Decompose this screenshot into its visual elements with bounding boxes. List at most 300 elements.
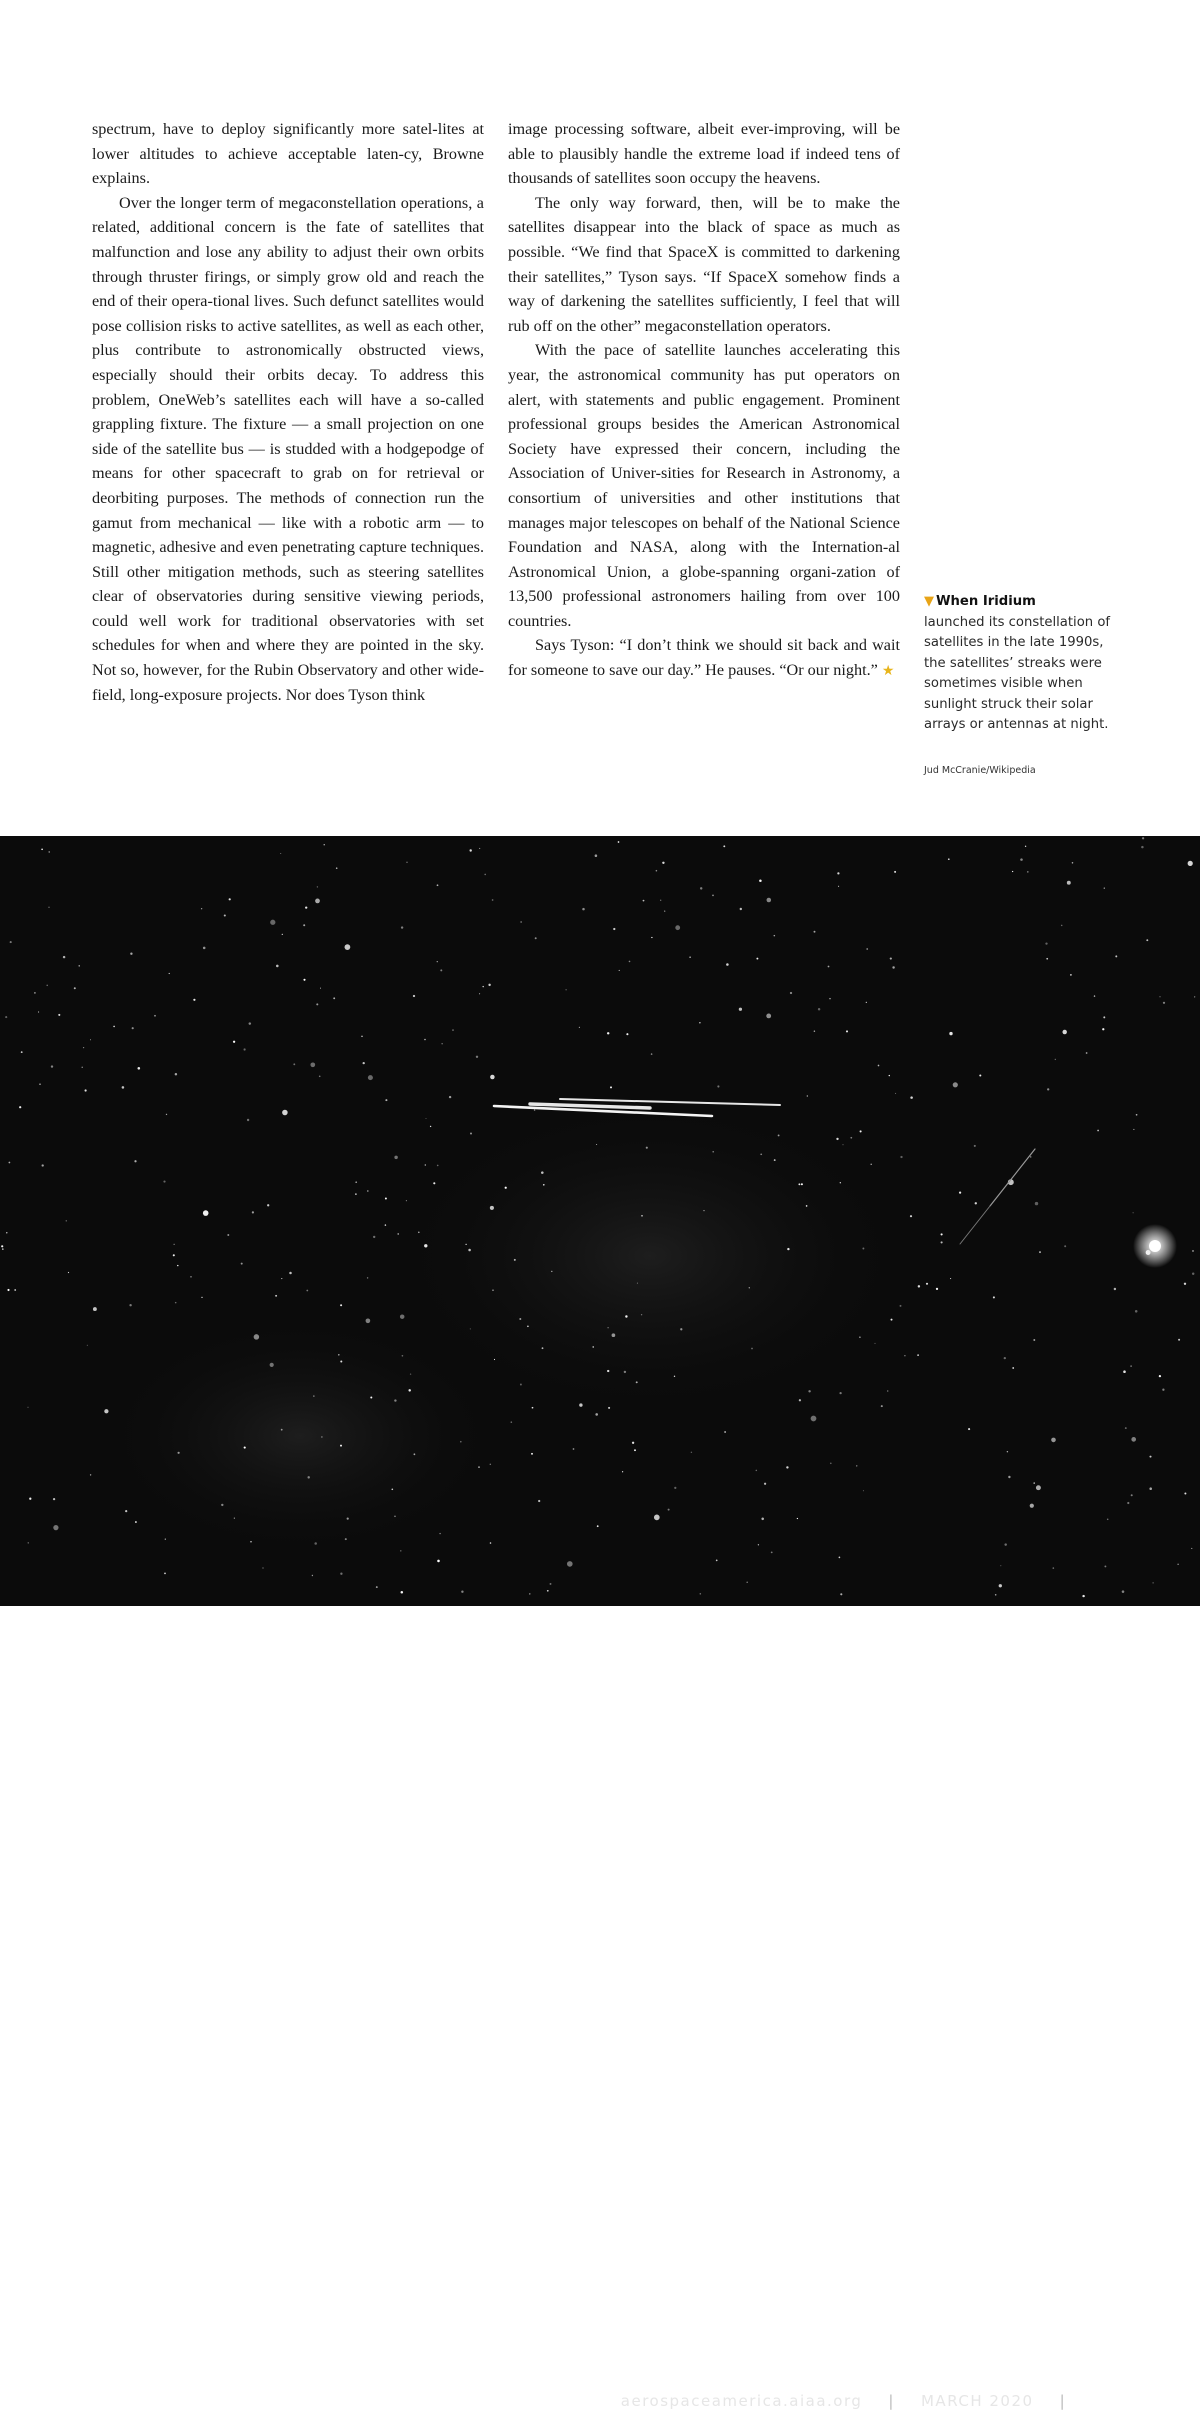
star-dot (1122, 1590, 1125, 1593)
star-dot (839, 1557, 841, 1559)
star-dot (90, 1039, 91, 1040)
star-dot (14, 1289, 16, 1291)
star-dot (227, 1234, 229, 1236)
star-dot (1135, 1310, 1138, 1313)
star-dot (703, 1210, 704, 1211)
star-dot (726, 963, 729, 966)
star-dot (1020, 858, 1023, 861)
star-dot (93, 1307, 97, 1311)
star-dot (535, 937, 537, 939)
star-dot (74, 987, 76, 989)
star-dot (1192, 1250, 1193, 1251)
star-dot (469, 849, 471, 851)
star-dot (689, 956, 691, 958)
star-dot (541, 1171, 544, 1174)
star-dot (490, 1464, 491, 1465)
star-dot (543, 1184, 545, 1186)
star-dot (29, 1498, 31, 1500)
star-dot (437, 961, 438, 962)
star-dot (476, 1056, 478, 1058)
star-dot (505, 1187, 507, 1189)
star-dot (567, 1561, 573, 1567)
star-dot (806, 1205, 808, 1207)
star-dot (174, 1244, 175, 1245)
star-dot (846, 1030, 848, 1032)
star-dot (859, 1336, 861, 1338)
star-dot (894, 871, 896, 873)
star-dot (746, 1581, 748, 1583)
star-dot (347, 1518, 349, 1520)
paragraph-final (508, 633, 900, 683)
star-dot (1141, 846, 1143, 848)
star-dot (313, 1396, 314, 1397)
star-dot (244, 1048, 246, 1050)
star-dot (48, 907, 50, 909)
star-dot (680, 1328, 682, 1330)
star-dot (511, 1421, 513, 1423)
star-dot (1012, 1367, 1014, 1369)
star-dot (7, 1289, 9, 1291)
star-dot (468, 1249, 471, 1252)
star-dot (315, 899, 320, 904)
star-dot (889, 1075, 890, 1076)
star-dot (596, 1144, 597, 1145)
star-dot (801, 1183, 803, 1185)
star-dot (808, 1390, 810, 1392)
star-dot (1177, 1564, 1178, 1565)
star-dot (626, 1033, 628, 1035)
photo-caption (924, 592, 1114, 736)
star-dot (478, 1466, 480, 1468)
star-dot (385, 1099, 387, 1101)
star-dot (612, 1333, 616, 1337)
star-dot (1131, 1494, 1133, 1496)
star-dot (470, 1133, 472, 1135)
star-dot (367, 1277, 368, 1278)
star-dot (68, 1272, 69, 1273)
star-dot (34, 992, 36, 994)
star-dot (830, 1462, 832, 1464)
star-dot (712, 1151, 714, 1153)
star-dot (1131, 1437, 1136, 1442)
star-dot (63, 956, 65, 958)
star-dot (1149, 1456, 1151, 1458)
star-dot (134, 1160, 136, 1162)
star-dot (316, 1003, 318, 1005)
star-dot (1072, 862, 1074, 864)
star-dot (597, 1525, 599, 1527)
star-dot (740, 908, 742, 910)
star-dot (452, 1029, 453, 1030)
star-dot (534, 1109, 535, 1110)
bright-star-core (1149, 1240, 1161, 1252)
star-dot (250, 1541, 251, 1542)
star-dot (936, 1288, 938, 1290)
star-dot (1067, 881, 1071, 885)
star-dot (881, 1405, 883, 1407)
star-dot (840, 1182, 841, 1183)
star-dot (400, 1550, 401, 1551)
star-dot (1033, 1482, 1034, 1483)
star-dot (607, 1032, 609, 1034)
star-dot (675, 925, 680, 930)
star-dot (862, 1248, 864, 1250)
star-dot (890, 958, 892, 960)
star-dot (479, 848, 480, 849)
star-dot (790, 992, 792, 994)
star-dot (551, 1271, 552, 1272)
star-dot (1033, 1339, 1035, 1341)
star-dot (490, 1075, 494, 1079)
star-dot (340, 1360, 342, 1362)
star-dot (520, 1384, 522, 1386)
star-dot (385, 1224, 386, 1225)
star-dot (900, 1305, 902, 1307)
star-dot (579, 1403, 582, 1406)
star-dot (641, 1215, 643, 1217)
footer-issue: MARCH 2020 (920, 2392, 1034, 2410)
star-dot (490, 1542, 492, 1544)
paragraph: With the pace of satellite launches accelerating this year, the astronomical community has put operators on alert, with statements and public engagement. Prominent professional groups besides the American Astronomical Society have expressed their concern, including the Association of Univer-sities for Research in Astronomy, a consortium of universities and other institutions that manages major telescopes on behalf of the National Science Foundation and NASA, along with the Internation-al Astronomical Union, a globe-spanning organi-zation of 13,500 professional astronomers hailing from over 100 countries. (508, 341, 900, 630)
star-dot (270, 1363, 274, 1367)
star-dot (756, 1470, 758, 1472)
paragraph: Over the longer term of megaconstellation operations, a related, additional concern is the fate of satellites that malfunction and lose any ability to adjust their own orbits through thruster firings, or simply grow old and reach the end of their opera-tional lives. Such defunct satellites would pose collision risks to active satellites, as well as each other, plus contribute to astronomically obstructed views, especially should their orbits decay. To address this problem, OneWeb’s satellites each will have a so-called grappling fixture. The fixture — a small projection on one side of the satellite bus — is studded with a hodgepodge of means for other spacecraft to grab on for retrieval or deorbiting purposes. The methods of connection run the gamut from mechanical — like with a robotic arm — to magnetic, adhesive and even penetrating capture techniques. Still other mitigation methods, such as steering satellites clear of observatories during sensitive viewing periods, could well work for traditional observatories with set schedules for when and where they are pointed in the sky. Not so, however, for the Rubin Observatory and other wide-field, long-exposure projects. Nor does Tyson think (92, 193, 484, 704)
star-dot (175, 1073, 177, 1075)
star-dot (363, 1062, 365, 1064)
star-dot (414, 1453, 416, 1455)
star-dot (430, 1126, 431, 1127)
star-dot (461, 1590, 463, 1592)
star-dot (674, 1487, 676, 1489)
star-dot (1142, 837, 1144, 839)
star-dot (1146, 939, 1148, 941)
star-dot (319, 1075, 321, 1077)
star-dot (247, 1119, 249, 1121)
star-dot (203, 1210, 209, 1216)
star-dot (132, 1027, 134, 1029)
star-dot (10, 941, 12, 943)
star-dot (1061, 925, 1063, 927)
star-dot (717, 1085, 719, 1087)
star-dot (406, 862, 407, 863)
star-dot (787, 1248, 789, 1250)
star-dot (1115, 955, 1117, 957)
star-dot (138, 1067, 141, 1070)
star-dot (135, 1521, 137, 1523)
star-dot (6, 1232, 7, 1233)
star-dot (169, 973, 170, 974)
star-dot (449, 1096, 451, 1098)
star-dot (367, 1190, 369, 1192)
footer-site: aerospaceamerica.aiaa.org (620, 2392, 863, 2410)
star-dot (129, 1304, 131, 1306)
star-dot (1162, 1389, 1164, 1391)
star-dot (767, 898, 772, 903)
star-dot (1082, 1595, 1084, 1597)
star-dot (87, 1345, 88, 1346)
star-dot (370, 1396, 372, 1398)
star-dot (303, 979, 305, 981)
star-dot (9, 1162, 11, 1164)
star-dot (355, 1193, 357, 1195)
star-dot (38, 1011, 39, 1012)
star-dot (42, 1164, 44, 1166)
star-dot (764, 1483, 766, 1485)
star-dot (385, 1198, 387, 1200)
star-dot (2, 1248, 4, 1250)
star-dot (201, 1297, 202, 1298)
star-dot (324, 844, 325, 845)
star-dot (104, 1409, 108, 1413)
star-dot (624, 1371, 626, 1373)
star-dot (241, 1263, 243, 1265)
star-dot (440, 969, 442, 971)
star-dot (233, 1041, 235, 1043)
star-dot (538, 1500, 540, 1502)
star-dot (280, 853, 281, 854)
star-dot (1000, 1565, 1001, 1566)
star-dot (1102, 1028, 1104, 1030)
star-dot (636, 1381, 638, 1383)
star-dot (1030, 1156, 1032, 1158)
star-dot (1192, 1273, 1194, 1275)
star-dot (904, 1355, 905, 1356)
star-dot (306, 1290, 308, 1292)
star-dot (573, 1448, 575, 1450)
star-dot (234, 1518, 235, 1519)
star-dot (314, 1542, 317, 1545)
star-dot (482, 986, 483, 987)
star-dot (651, 1053, 653, 1055)
caption-text: launched its constellation of satellites in the late 1990s, the satellites’ streaks were sometimes visible when sunlight struck their solar arrays or antennas at night. (924, 614, 1111, 732)
star-dot (433, 1182, 435, 1184)
star-dot (850, 1137, 852, 1139)
star-dot (1039, 1251, 1041, 1253)
star-dot (418, 1232, 420, 1234)
star-dot (361, 1036, 362, 1037)
star-dot (771, 1551, 773, 1553)
star-dot (336, 867, 338, 869)
star-dot (917, 1354, 919, 1356)
footer-separator: | (1059, 2392, 1067, 2410)
star-dot (397, 1233, 398, 1234)
article-column-right (508, 117, 900, 684)
star-dot (662, 862, 664, 864)
star-dot (1008, 1476, 1010, 1478)
star-dot (406, 1200, 407, 1201)
star-dot (712, 895, 714, 897)
photo-credit: Jud McCranie/Wikipedia (924, 765, 1036, 776)
star-dot (941, 1241, 943, 1243)
star-dot (786, 1466, 788, 1468)
star-dot (46, 985, 47, 986)
star-dot (641, 1314, 642, 1315)
star-dot (1136, 1114, 1138, 1116)
star-dot (39, 1084, 40, 1085)
star-dot (424, 1039, 426, 1041)
star-dot (979, 1074, 981, 1076)
star-dot (164, 1573, 166, 1575)
star-dot (1012, 871, 1013, 872)
star-dot (1064, 1245, 1066, 1247)
star-dot (244, 1447, 246, 1449)
star-dot (1163, 1002, 1165, 1004)
star-dot (366, 1318, 371, 1323)
end-star-icon: ★ (881, 663, 895, 680)
star-dot (312, 1575, 313, 1576)
star-dot (756, 958, 758, 960)
star-dot (778, 1134, 780, 1136)
star-dot (1062, 1030, 1066, 1034)
star-dot (910, 1096, 913, 1099)
star-dot (550, 1583, 552, 1585)
star-dot (333, 997, 335, 999)
star-dot (90, 1474, 91, 1475)
star-dot (514, 1259, 516, 1261)
star-dot (691, 1452, 692, 1453)
star-dot (974, 1145, 976, 1147)
star-dot (281, 1429, 283, 1431)
star-dot (488, 984, 490, 986)
star-dot (130, 953, 132, 955)
star-dot (1036, 1485, 1041, 1490)
star-dot (968, 1428, 970, 1430)
star-dot (345, 944, 351, 950)
star-dot (51, 1065, 53, 1067)
star-dot (376, 1586, 378, 1588)
star-dot (394, 1399, 396, 1401)
star-dot (654, 1515, 660, 1521)
star-dot (1070, 974, 1072, 976)
star-dot (838, 886, 839, 887)
star-dot (1194, 996, 1195, 997)
star-dot (632, 1442, 634, 1444)
star-dot (437, 1165, 439, 1167)
star-dot (28, 1407, 29, 1408)
star-dot (949, 1032, 952, 1035)
star-dot (1046, 958, 1048, 960)
star-dot (410, 1373, 411, 1374)
star-dot (401, 926, 403, 928)
star-dot (281, 1278, 282, 1279)
star-dot (317, 886, 318, 887)
star-dot (424, 1244, 427, 1247)
star-dot (21, 1051, 23, 1053)
page-number: 33 (1092, 2392, 1115, 2410)
star-dot (252, 1211, 254, 1213)
star-dot (1097, 1130, 1099, 1132)
star-dot (860, 1130, 862, 1132)
star-dot (355, 1181, 357, 1183)
star-dot (320, 988, 321, 989)
star-dot (839, 1392, 841, 1394)
star-dot (340, 1445, 342, 1447)
star-dot (203, 947, 206, 950)
paragraph: image processing software, albeit ever-improving, will be able to plausibly handle the extreme load if indeed tens of thousands of satellites soon occupy the heavens. (508, 120, 900, 188)
star-dot (276, 965, 279, 968)
star-dot (948, 858, 950, 860)
article-column-left (92, 117, 484, 707)
star-dot (125, 1510, 127, 1512)
star-dot (490, 1206, 494, 1210)
star-dot (338, 1354, 340, 1356)
star-dot (829, 998, 831, 1000)
star-dot (818, 1008, 820, 1010)
star-dot (373, 1236, 375, 1238)
star-dot (610, 1086, 612, 1088)
star-dot (856, 1465, 857, 1466)
star-dot (529, 1593, 530, 1594)
star-dot (842, 1144, 843, 1145)
star-dot (1103, 1016, 1105, 1018)
star-dot (629, 961, 631, 963)
star-dot (724, 1431, 726, 1433)
night-sky-image (0, 836, 1200, 1606)
star-dot (1035, 1202, 1038, 1205)
star-dot (1004, 1543, 1006, 1545)
star-dot (58, 1014, 60, 1016)
star-dot (282, 934, 283, 935)
star-dot (5, 1016, 7, 1018)
star-dot (1094, 995, 1095, 996)
star-dot (122, 1086, 125, 1089)
star-dot (190, 1276, 192, 1278)
star-dot (66, 1220, 67, 1221)
star-dot (595, 1413, 598, 1416)
star-dot (887, 1390, 888, 1391)
star-dot (910, 1215, 912, 1217)
star-dot (1047, 1088, 1049, 1090)
star-dot (394, 1516, 396, 1518)
star-dot (837, 872, 839, 874)
star-dot (425, 1164, 426, 1165)
star-dot (700, 1593, 702, 1595)
star-dot (651, 937, 652, 938)
star-dot (177, 1452, 179, 1454)
star-dot (201, 908, 202, 909)
star-dot (53, 1525, 58, 1530)
star-dot (716, 1560, 718, 1562)
star-dot (1159, 996, 1160, 997)
star-dot (340, 1304, 342, 1306)
star-dot (254, 1334, 260, 1340)
star-dot (113, 1026, 115, 1028)
star-dot (1149, 1487, 1152, 1490)
star-dot (173, 1254, 175, 1256)
star-dot (953, 1082, 958, 1087)
paragraph-final-text: Says Tyson: “I don’t think we should sit back and wait for someone to save our day.” He pauses. “Or our night.” (508, 636, 900, 680)
star-dot (619, 970, 620, 971)
star-dot (175, 1302, 177, 1304)
star-dot (840, 1593, 842, 1595)
star-dot (426, 1118, 427, 1119)
star-dot (870, 1164, 871, 1165)
star-dot (1055, 1059, 1056, 1060)
star-dot (592, 1346, 593, 1347)
night-sky-photo (0, 836, 1200, 2410)
star-dot (622, 1471, 623, 1472)
star-dot (1086, 1052, 1088, 1054)
star-dot (656, 870, 658, 872)
star-dot (519, 1318, 521, 1320)
paragraph: spectrum, have to deploy significantly more satel-lites at lower altitudes to achieve acceptable laten-cy, Browne explains. (92, 120, 484, 188)
star-dot (891, 1319, 893, 1321)
star-dot (637, 1283, 638, 1284)
star-dot (926, 1283, 928, 1285)
star-dot (532, 1407, 534, 1409)
star-dot (368, 1075, 373, 1080)
star-dot (340, 1573, 342, 1575)
